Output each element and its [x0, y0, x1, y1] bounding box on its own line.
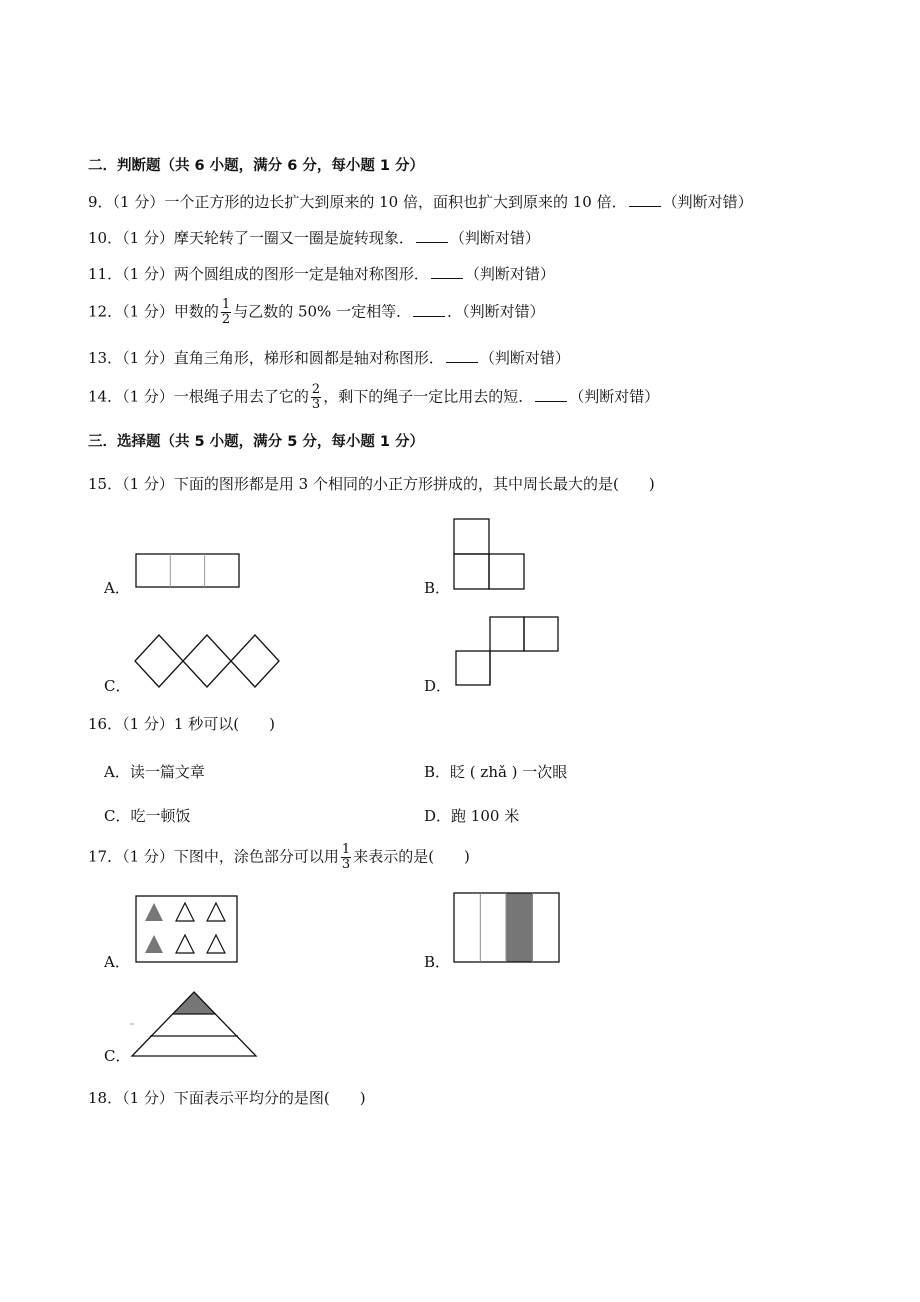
fraction-one-half [221, 298, 231, 327]
section-2-header: 二．判断题（共 6 小题，满分 6 分，每小题 1 分） [88, 158, 425, 174]
question-17 [88, 843, 470, 872]
option-15-c-label[interactable]: C． [104, 677, 131, 695]
answer-blank-9[interactable] [629, 192, 661, 207]
figure-four-strips [453, 892, 561, 964]
question-18: 18．（1 分）下面表示平均分的是图( ) [88, 1089, 366, 1107]
fraction-denominator: 2 [221, 312, 231, 327]
question-13-text: 13．（1 分）直角三角形，梯形和圆都是轴对称图形． [88, 349, 444, 367]
question-14-text: 14．（1 分）一根绳子用去了它的 [88, 387, 309, 406]
answer-blank-14[interactable] [535, 387, 567, 402]
answer-blank-11[interactable] [431, 264, 463, 279]
fraction-numerator: 2 [311, 382, 321, 397]
fraction-one-third [341, 843, 351, 872]
fraction-numerator: 1 [221, 297, 231, 312]
question-10-text: 10．（1 分）摩天轮转了一圈又一圈是旋转现象． [88, 229, 414, 247]
figure-six-triangles [135, 895, 239, 965]
question-11-text: 11．（1 分）两个圆组成的图形一定是轴对称图形． [88, 265, 429, 283]
question-12 [88, 298, 545, 327]
question-12-suffix: ．（判断对错） [447, 302, 545, 321]
question-16: 16．（1 分）1 秒可以( ) [88, 715, 275, 733]
question-14 [88, 383, 659, 412]
question-12-text: 12．（1 分）甲数的 [88, 302, 219, 321]
answer-blank-12[interactable] [413, 302, 445, 317]
question-11-suffix: （判断对错） [464, 265, 555, 283]
question-11 [88, 264, 555, 284]
option-16-b[interactable]: B．眨 ( zhǎ ) 一次眼 [424, 763, 568, 781]
question-17-suffix: 来表示的是( ) [353, 847, 470, 866]
option-16-c[interactable]: C．吃一顿饭 [104, 807, 191, 825]
question-13-suffix: （判断对错） [479, 349, 570, 367]
question-12-middle: 与乙数的 50% 一定相等． [233, 302, 412, 321]
question-17-text: 17．（1 分）下图中，涂色部分可以用 [88, 847, 339, 866]
question-10-suffix: （判断对错） [449, 229, 540, 247]
figure-three-squares-step [455, 616, 561, 688]
section-3-header: 三．选择题（共 5 小题，满分 5 分，每小题 1 分） [88, 434, 425, 450]
question-10 [88, 228, 540, 248]
fraction-denominator: 3 [311, 397, 321, 412]
option-17-c-label[interactable]: C． [104, 1047, 131, 1065]
question-14-suffix: （判断对错） [569, 387, 660, 406]
question-13 [88, 348, 570, 368]
fraction-denominator: 3 [341, 857, 351, 872]
figure-three-diamonds [134, 634, 282, 690]
figure-three-squares-l-shape [453, 518, 527, 592]
question-15: 15．（1 分）下面的图形都是用 3 个相同的小正方形拼成的，其中周长最大的是( ) [88, 475, 655, 493]
answer-blank-13[interactable] [446, 348, 478, 363]
option-15-d-label[interactable]: D． [424, 677, 452, 695]
option-16-a[interactable]: A．读一篇文章 [104, 763, 205, 781]
answer-blank-10[interactable] [416, 228, 448, 243]
question-9-suffix: （判断对错） [662, 193, 753, 211]
option-15-a-label[interactable]: A． [104, 579, 130, 597]
option-17-b-label[interactable]: B． [424, 953, 451, 971]
question-14-middle: ，剩下的绳子一定比用去的短． [323, 387, 534, 406]
question-9-text: 9．（1 分）一个正方形的边长扩大到原来的 10 倍，面积也扩大到原来的 10 倍． [88, 193, 627, 211]
question-9 [88, 192, 753, 212]
figure-three-squares-row [135, 553, 241, 589]
figure-layered-triangle [130, 990, 258, 1060]
fraction-two-thirds [311, 383, 321, 412]
fraction-numerator: 1 [341, 842, 351, 857]
option-17-a-label[interactable]: A． [104, 953, 130, 971]
option-16-d[interactable]: D．跑 100 米 [424, 807, 520, 825]
option-15-b-label[interactable]: B． [424, 579, 451, 597]
